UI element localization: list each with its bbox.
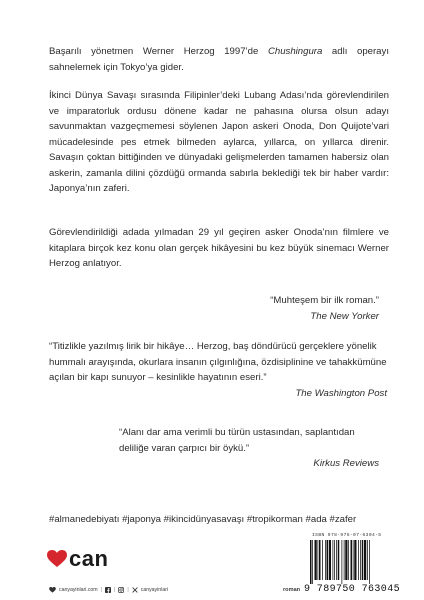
quote-source: The New Yorker [310, 310, 379, 322]
quote-source: Kirkus Reviews [313, 458, 379, 469]
hashtags: #almanedebiyatı #japonya #ikincidünyasavaşı #tropikorman #ada #zafer [49, 514, 357, 525]
blurb-text: adlı operayı sahnelemek için Tokyo’ya gider. [49, 46, 389, 73]
isbn-label: ISBN 978-975-07-6304-5 [312, 533, 382, 538]
x-icon[interactable] [132, 587, 138, 593]
barcode-bar [319, 540, 321, 580]
barcode-bar [327, 540, 329, 580]
barcode-bar [345, 540, 347, 580]
barcode-bar [348, 540, 349, 580]
website-link[interactable]: canyayinlari.com [59, 587, 98, 593]
barcode-bar [312, 540, 313, 584]
barcode-bar [367, 540, 368, 580]
barcode-bar [336, 540, 337, 580]
review-quote-1 [39, 293, 379, 324]
barcode-bar [338, 540, 340, 580]
barcode-bar [333, 540, 334, 580]
barcode-bar [325, 540, 326, 580]
can-mark-icon [47, 550, 67, 568]
blurb-paragraph-1 [49, 44, 389, 75]
publisher-name: can [69, 546, 109, 571]
barcode-bar [360, 540, 361, 580]
quote-text: “Titizlikle yazılmış lirik bir hikâye… Herzog, baş döndürücü gerçeklere yönelik hummalı arayışında, okurlara insanın çılgınlığına, özdisiplinine ve tahakkümüne açılan bir kapı sunuyor – kesinlikle hayatının eseri.” [49, 341, 387, 383]
review-quote-3 [119, 425, 379, 472]
blurb-text: Başarılı yönetmen Werner Herzog 1997’de [49, 46, 268, 57]
blurb-paragraph-2: İkinci Dünya Savaşı sırasında Filipinler’deki Lubang Adası’nda görevlendirilen ve imparatorluk ordusu dönene kadar ne pahasına olursa olsun adayı savunmaktan vazgeçmemesi söylenen Japon askeri Onoda, Don Quijote’vari mücadelesinde pes etmek bilmeden aylarca, yıllarca, on yıllarca direnir. Savaşın çoktan bittiğinden ve dünyadaki gelişmelerden tamamen habersiz olan askerin, zamanla dilini çözdüğü ormanda sabırla beklediği tek bir haber vardır: Japonya’nın zaferi. [49, 90, 389, 194]
quote-source: The Washington Post [295, 387, 387, 399]
can-mark-icon [49, 587, 56, 593]
barcode-bar [362, 540, 364, 580]
quote-text: “Alanı dar ama verimli bu türün ustasından, saplantıdan deliliğe varan çarpıcı bir öykü.” [119, 427, 355, 454]
barcode-bar [318, 540, 319, 580]
social-handle[interactable]: canyayinlari [140, 587, 169, 593]
barcode-bar [315, 540, 317, 580]
barcode-bar [369, 540, 370, 584]
book-category: roman [283, 587, 301, 593]
facebook-icon[interactable] [105, 587, 111, 593]
blurb-paragraph-3: Görevlendirildiği adada yılmadan 29 yıl geçiren asker Onoda’nın filmlere ve kitaplara birçok kez konu olan gerçek hikâyesini bu kez büyük sinemacı Werner Herzog anlatıyor. [49, 227, 389, 269]
barcode-bar [342, 540, 343, 584]
barcode-bar [344, 540, 345, 580]
barcode-bar [354, 540, 356, 580]
barcode [310, 540, 390, 584]
barcode-bar [351, 540, 353, 580]
publisher-logo [47, 548, 108, 570]
barcode-bar [353, 540, 354, 580]
barcode-digits: 9 789750 763045 [304, 584, 401, 595]
barcode-bar [358, 540, 359, 580]
barcode-bar [310, 540, 312, 584]
barcode-bar [334, 540, 335, 580]
barcode-bar [364, 540, 366, 580]
publisher-footer: canyayinlari.com | | | canyayinlari [49, 587, 168, 593]
review-quote-2 [49, 339, 387, 401]
barcode-bar [322, 540, 323, 580]
opera-title: Chushingura [267, 46, 323, 57]
barcode-bar [329, 540, 331, 580]
instagram-icon[interactable] [118, 587, 124, 593]
quote-text: “Muhteşem bir ilk roman.” [270, 295, 379, 306]
